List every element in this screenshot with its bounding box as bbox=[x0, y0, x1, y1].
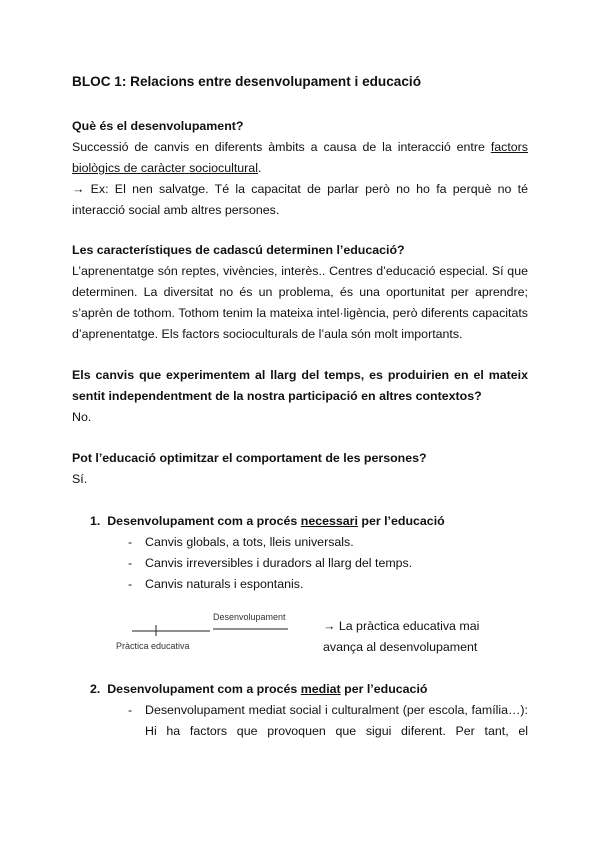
diagram-note-line-2: avança al desenvolupament bbox=[323, 640, 478, 654]
bullet-dash: - bbox=[128, 556, 133, 570]
diagram-top-label: Desenvolupament bbox=[213, 612, 286, 622]
section-2-key: mediat bbox=[300, 682, 341, 696]
q1-line1-text: Successió de canvis en diferents àmbits a causa de la interacció entre bbox=[72, 140, 485, 154]
section-1-item-1: Canvis globals, a tots, lleis universals. bbox=[145, 535, 354, 549]
q4-answer: Sí. bbox=[72, 472, 88, 486]
section-2-item-line-2: Hi ha factors que provoquen que sigui diferent. Per tant, el bbox=[145, 724, 528, 738]
bullet-dash: - bbox=[128, 535, 133, 549]
question-3-line-1: Els canvis que experimentem al llarg del temps, es produirien en el mateix bbox=[72, 368, 528, 382]
section-1-post: per l’educació bbox=[361, 514, 445, 528]
section-1-key: necessari bbox=[300, 514, 358, 528]
section-1-pre: Desenvolupament com a procés bbox=[107, 514, 298, 528]
section-2-number: 2. bbox=[90, 682, 101, 696]
document-title: BLOC 1: Relacions entre desenvolupament i educació bbox=[72, 74, 421, 89]
factors-link: factors bbox=[490, 140, 528, 154]
q2-text-line-3: s’aprèn de tothom. Tothom tenim la mateixa intel·ligència, però diferents capacitats bbox=[72, 306, 528, 320]
q3-answer: No. bbox=[72, 410, 92, 424]
diagram-bottom-label: Pràctica educativa bbox=[116, 641, 190, 651]
section-1-item-2: Canvis irreversibles i duradors al llarg del temps. bbox=[145, 556, 413, 570]
diagram-note-line-1: → La pràctica educativa mai bbox=[323, 619, 480, 633]
section-1-heading bbox=[90, 514, 445, 528]
q2-text-line-1: L’aprenentatge són reptes, vivències, interès.. Centres d’educació especial. Sí que bbox=[72, 264, 528, 278]
q1-text-line-2 bbox=[72, 161, 261, 175]
section-2-post: per l’educació bbox=[344, 682, 428, 696]
section-2-pre: Desenvolupament com a procés bbox=[107, 682, 298, 696]
section-2-heading bbox=[90, 682, 427, 696]
q2-text-line-2: determinen. La diversitat no és un problema, és una oportunitat per aprendre; bbox=[72, 285, 528, 299]
section-1-item-3: Canvis naturals i espontanis. bbox=[145, 577, 304, 591]
q2-text-line-4: d’aprenentatge. Els factors socioculturals de l’aula són molt importants. bbox=[72, 327, 463, 341]
question-1: Què és el desenvolupament? bbox=[72, 119, 244, 133]
biological-factors-link: biològics de caràcter sociocultural bbox=[72, 161, 258, 175]
q1-text-line-1 bbox=[72, 140, 528, 154]
q1-line2-post: . bbox=[257, 161, 262, 175]
question-4: Pot l’educació optimitzar el comportament de les persones? bbox=[72, 451, 427, 465]
bullet-dash: - bbox=[128, 577, 133, 591]
question-3-line-2: sentit independentment de la nostra participació en altres contextos? bbox=[72, 389, 482, 403]
section-2-item-line-1: Desenvolupament mediat social i culturalment (per escola, família…): bbox=[145, 703, 528, 717]
q1-example-line-2: interacció social amb altres persones. bbox=[72, 203, 280, 217]
section-1-number: 1. bbox=[90, 514, 101, 528]
question-2: Les característiques de cadascú determinen l’educació? bbox=[72, 243, 405, 257]
q1-example-line: → Ex: El nen salvatge. Té la capacitat de parlar però no ho fa perquè no té bbox=[72, 182, 528, 196]
bullet-dash: - bbox=[128, 703, 133, 717]
